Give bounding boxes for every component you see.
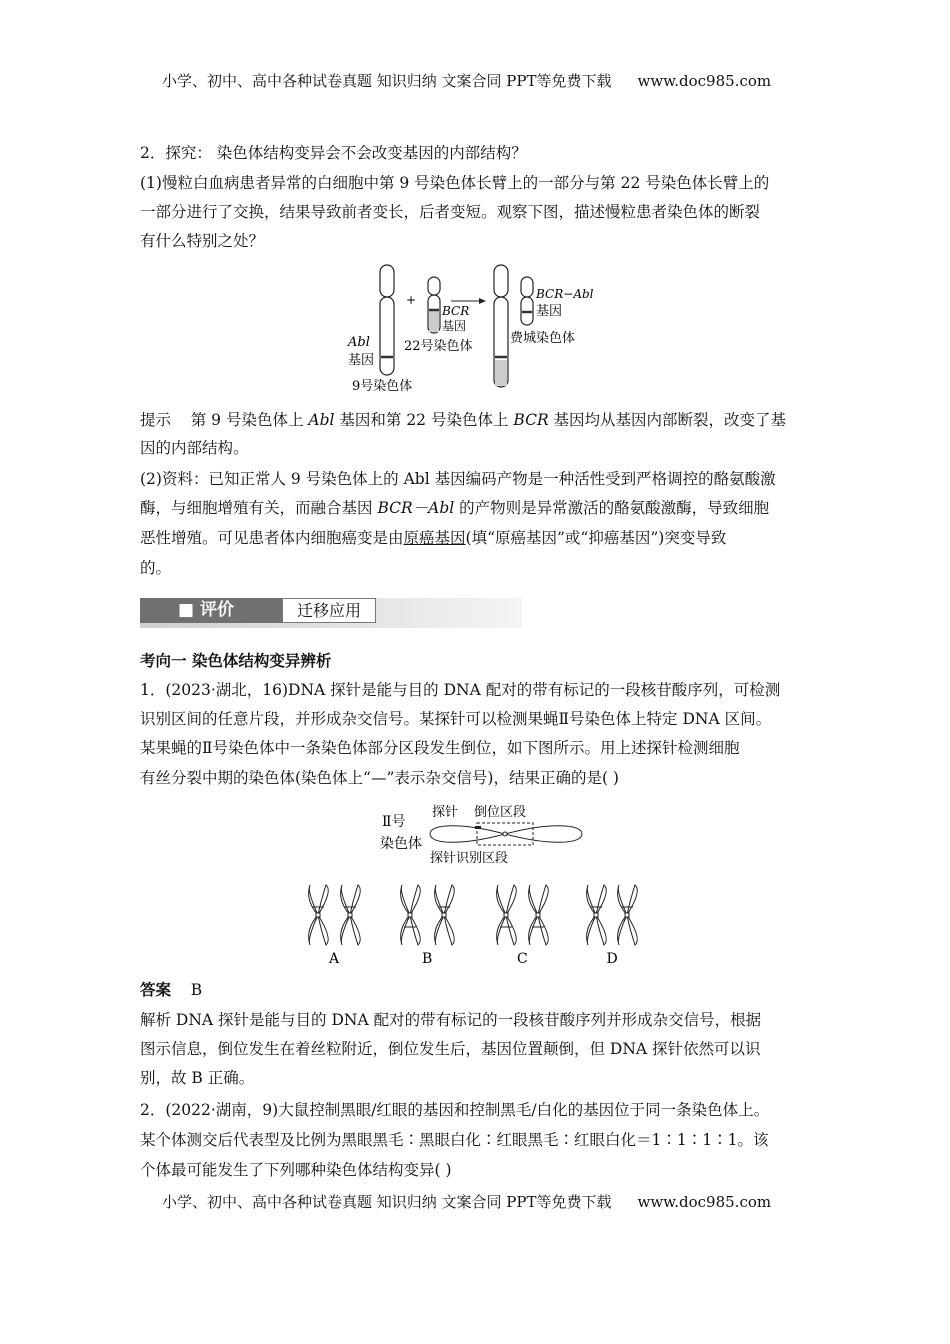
option-label: D	[606, 951, 618, 967]
option-label: A	[329, 951, 340, 967]
bcr-abl-label: BCR−Abl	[536, 287, 594, 301]
option-B-chromosome	[435, 885, 455, 945]
paragraph-line: (1)慢粒白血病患者异常的白细胞中第 9 号染色体长臂上的一部分与第 22 号染色体长臂上的	[140, 174, 770, 192]
question-line: 某果蝇的Ⅱ号染色体中一条染色体部分区段发生倒位，如下图所示。用上述探针检测细胞	[140, 739, 740, 757]
page-header	[162, 70, 771, 91]
paragraph-line: 恶性增殖。可见患者体内细胞癌变是由原癌基因(填“原癌基因”或“抑癌基因”)突变导致	[140, 529, 727, 547]
bcr-label: BCR	[442, 304, 470, 318]
answer-line: 答案 B	[140, 980, 203, 999]
abl-label: Abl	[348, 335, 370, 350]
answer-value: B	[190, 981, 203, 999]
philadelphia-chr-label: 费城染色体	[510, 331, 576, 346]
chr-label: 染色体	[380, 836, 422, 852]
inversion-label: 倒位区段	[474, 805, 527, 820]
paragraph-line: 的。	[140, 559, 172, 577]
gene-label: 基因	[536, 304, 563, 319]
probe-region-label: 探针识别区段	[430, 851, 509, 866]
answer-fill: 原癌基因	[403, 529, 466, 547]
paragraph-line: 有什么特别之处？	[140, 232, 265, 250]
hint-line: 提示 第 9 号染色体上 Abl 基因和第 22 号染色体上 BCR 基因均从基因内部断裂，改变了基	[140, 411, 787, 429]
question-line: 有丝分裂中期的染色体(染色体上“—”表示杂交信号)，结果正确的是( )	[140, 769, 619, 787]
question-line: 某个体测交后代表型及比例为黑眼黑毛∶黑眼白化∶红眼黑毛∶红眼白化＝1∶1∶1∶1。该	[140, 1131, 769, 1149]
plus-sign: +	[406, 293, 417, 307]
chr9-long-arm	[380, 297, 394, 375]
analysis-line: 图示信息，倒位发生在着丝粒附近，倒位发生后，基因位置颠倒，但 DNA 探针依然可以识	[140, 1040, 761, 1058]
chromosome-translocation-figure	[340, 260, 610, 400]
explore-title: 2．探究： 染色体结构变异会不会改变基因的内部结构？	[140, 144, 527, 162]
chr22-label: 22号染色体	[404, 339, 473, 354]
section-title: 考向一 染色体结构变异辨析	[140, 651, 332, 670]
question-line: 1．(2023·湖北，16)DNA 探针是能与目的 DNA 配对的带有标记的一段核苷酸序列，可检测	[140, 681, 781, 699]
option-A-chromosome	[341, 885, 361, 945]
question-line: 个体最可能发生了下列哪种染色体结构变异( )	[140, 1161, 452, 1179]
option-label: C	[517, 951, 528, 967]
option-C-chromosome	[497, 885, 517, 945]
chr9-short-arm	[380, 265, 394, 297]
probe-inversion-figure	[300, 800, 650, 970]
header-url[interactable]: www.doc985.com	[637, 72, 772, 90]
analysis-line: 别，故 B 正确。	[140, 1069, 255, 1087]
footer-url[interactable]: www.doc985.com	[637, 1193, 772, 1211]
hint-line: 因的内部结构。	[140, 439, 249, 457]
banner-sub: 迁移应用	[282, 598, 376, 623]
gene-label: 基因	[348, 353, 375, 368]
section-banner	[140, 598, 522, 628]
analysis-line: 解析 DNA 探针是能与目的 DNA 配对的带有标记的一段核苷酸序列并形成杂交信号，根据	[140, 1011, 762, 1029]
gene-label: 基因	[442, 319, 467, 333]
option-A-chromosome	[309, 885, 329, 945]
chr9-label: 9号染色体	[352, 379, 413, 394]
probe-label: 探针	[432, 805, 459, 820]
question-line: 识别区间的任意片段，并形成杂交信号。某探针可以检测果蝇Ⅱ号染色体上特定 DNA 区间。	[140, 710, 772, 728]
option-B-chromosome	[401, 885, 421, 945]
header-text: 小学、初中、高中各种试卷真题 知识归纳 文案合同 PPT等免费下载	[162, 72, 612, 90]
question-line: 2．(2022·湖南，9)大鼠控制黑眼/红眼的基因和控制黑毛/白化的基因位于同一条染色体上。	[140, 1101, 770, 1119]
paragraph-line: 酶，与细胞增殖有关，而融合基因 BCR－Abl 的产物则是异常激活的酪氨酸激酶，导致细胞	[140, 499, 770, 517]
option-D-chromosome	[618, 885, 638, 945]
paragraph-line: (2)资料：已知正常人 9 号染色体上的 Abl 基因编码产物是一种活性受到严格调控的酪氨酸激	[140, 470, 776, 488]
paragraph-line: 一部分进行了交换，结果导致前者变长，后者变短。观察下图，描述慢粒患者染色体的断裂	[140, 203, 761, 221]
footer-text: 小学、初中、高中各种试卷真题 知识归纳 文案合同 PPT等免费下载	[162, 1193, 612, 1211]
banner-main: ■ 评价	[140, 598, 282, 623]
chr-label: Ⅱ号	[382, 814, 406, 830]
option-D-chromosome	[587, 885, 607, 945]
option-label: B	[422, 951, 433, 967]
option-C-chromosome	[529, 885, 549, 945]
page-footer	[162, 1191, 771, 1212]
